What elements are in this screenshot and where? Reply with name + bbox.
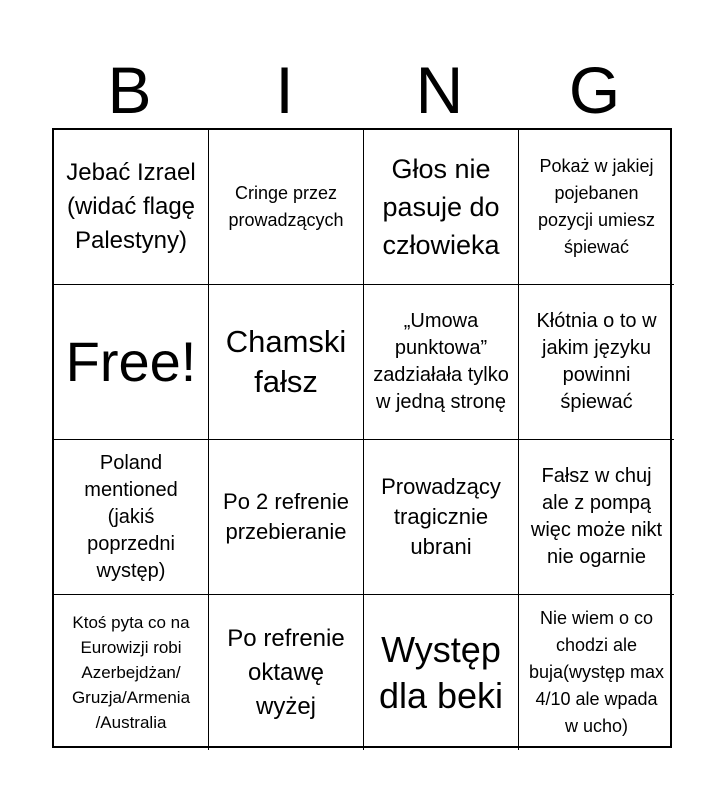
bingo-cell[interactable] bbox=[54, 440, 209, 595]
bingo-cell[interactable] bbox=[364, 595, 519, 750]
cell-text: Występ dla beki bbox=[378, 628, 504, 716]
header-letter-n: N bbox=[415, 53, 464, 127]
bingo-cell[interactable] bbox=[54, 595, 209, 750]
cell-text: Głos nie pasuje do człowieka bbox=[382, 154, 500, 260]
cell-text: Po refrenie oktawę wyżej bbox=[227, 624, 345, 720]
cell-text: Ktoś pyta co na Eurowizji robi Azerbejdżan/ Gruzja/Armenia /Australia bbox=[71, 613, 191, 732]
cell-text: Poland mentioned (jakiś poprzedni występ) bbox=[84, 451, 178, 582]
bingo-cell[interactable] bbox=[519, 285, 674, 440]
bingo-cell[interactable] bbox=[54, 130, 209, 285]
bingo-cell[interactable] bbox=[209, 285, 364, 440]
bingo-header bbox=[52, 52, 672, 128]
bingo-cell[interactable] bbox=[364, 285, 519, 440]
cell-text: Chamski fałsz bbox=[225, 324, 347, 399]
cell-text: Jebać Izrael (widać flagę Palestyny) bbox=[66, 159, 196, 254]
cell-text: Pokaż w jakiej pojebanen pozycji umiesz śpiewać bbox=[537, 156, 656, 257]
header-letter-b: B bbox=[107, 53, 152, 127]
bingo-cell[interactable] bbox=[209, 130, 364, 285]
bingo-cell[interactable] bbox=[519, 595, 674, 750]
cell-text: Nie wiem o co chodzi ale buja(występ max 4/10 ale wpada w ucho) bbox=[528, 608, 665, 736]
header-letter-i: I bbox=[275, 53, 294, 127]
header-letter-g: G bbox=[568, 53, 621, 127]
bingo-cell[interactable] bbox=[364, 440, 519, 595]
cell-text: Kłótnia o to w jakim języku powinni śpiewać bbox=[536, 310, 657, 413]
cell-text: Prowadzący tragicznie ubrani bbox=[381, 474, 501, 559]
cell-text: Cringe przez prowadzących bbox=[228, 183, 344, 230]
bingo-cell-free[interactable] bbox=[54, 285, 209, 440]
bingo-cell[interactable] bbox=[364, 130, 519, 285]
bingo-cell[interactable] bbox=[209, 595, 364, 750]
cell-text: „Umowa punktowa” zadziałała tylko w jedną stronę bbox=[373, 310, 509, 413]
bingo-grid bbox=[52, 128, 672, 748]
free-space-text: Free! bbox=[65, 330, 197, 393]
cell-text: Po 2 refrenie przebieranie bbox=[223, 489, 349, 544]
bingo-cell[interactable] bbox=[519, 130, 674, 285]
bingo-cell[interactable] bbox=[209, 440, 364, 595]
cell-text: Fałsz w chuj ale z pompą więc może nikt nie ogarnie bbox=[530, 465, 663, 568]
bingo-cell[interactable] bbox=[519, 440, 674, 595]
